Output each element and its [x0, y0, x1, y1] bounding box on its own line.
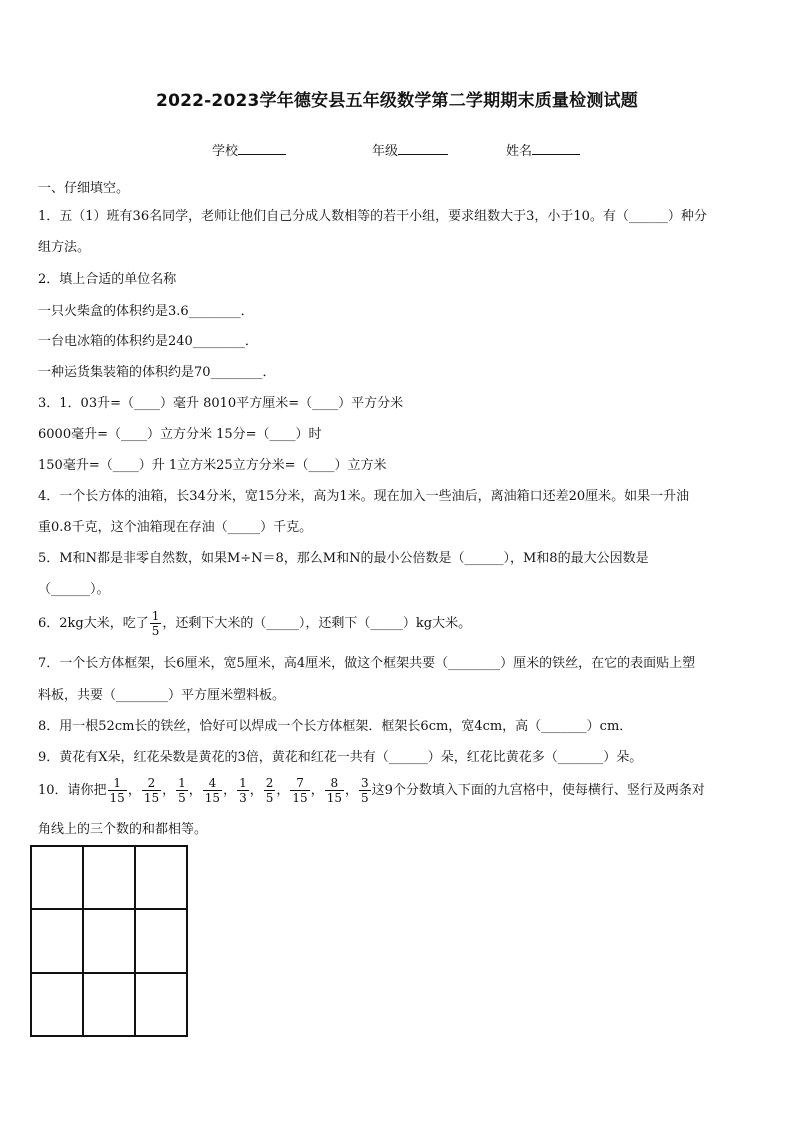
fraction-numerator: 1 — [239, 776, 247, 790]
fraction — [325, 776, 344, 805]
fraction-separator: ， — [249, 783, 263, 798]
fraction-numerator: 4 — [203, 776, 222, 791]
fraction-denominator: 5 — [265, 791, 274, 805]
fraction — [108, 776, 127, 805]
grade-label: 年级 — [372, 144, 399, 159]
name-blank[interactable] — [532, 142, 580, 155]
fraction-numerator: 7 — [290, 776, 309, 791]
question-4-line-2: 重0.8千克，这个油箱现在存油（_____）千克。 — [38, 520, 313, 535]
fraction — [176, 776, 188, 805]
fraction-numerator: 1 — [178, 776, 186, 790]
question-10-line-2: 角线上的三个数的和都相等。 — [38, 822, 208, 837]
school-blank[interactable] — [238, 142, 286, 155]
question-9: 9．黄花有X朵，红花朵数是黄花的3倍，黄花和红花一共有（______）朵，红花比黄花多（_______）朵。 — [38, 750, 643, 765]
grade-blank[interactable] — [398, 142, 448, 155]
fraction-separator: ， — [162, 783, 176, 798]
fraction — [237, 776, 249, 805]
question-5-line-2: （______）。 — [38, 582, 110, 597]
fraction — [264, 776, 276, 805]
grid-cell[interactable] — [135, 909, 187, 972]
grid-cell[interactable] — [31, 909, 83, 972]
page-title: 2022-2023学年德安县五年级数学第二学期期末质量检测试题 — [156, 91, 638, 111]
fraction-separator: ， — [344, 783, 358, 798]
fraction-numerator: 2 — [265, 776, 274, 790]
grid-cell[interactable] — [31, 846, 83, 909]
question-1-line-2: 组方法。 — [38, 240, 91, 255]
fraction-numerator: 2 — [142, 776, 161, 791]
fraction-numerator: 1 — [108, 776, 127, 791]
fraction-denominator: 15 — [292, 791, 308, 805]
question-2-item-a: 一只火柴盒的体积约是3.6________． — [38, 304, 254, 319]
grid-cell[interactable] — [83, 846, 135, 909]
fraction — [150, 609, 162, 638]
question-1-line-1: 1．五（1）班有36名同学，老师让他们自己分成人数相等的若干小组，要求组数大于3，小于10。有（______）种分 — [38, 209, 707, 224]
fraction-denominator: 15 — [326, 791, 342, 805]
question-10-line-1 — [38, 773, 705, 809]
fraction-separator: ， — [188, 783, 202, 798]
fraction-denominator: 5 — [151, 624, 160, 638]
section-heading: 一、仔细填空。 — [38, 181, 130, 196]
fraction-denominator: 3 — [239, 791, 247, 805]
question-7-line-2: 料板，共要（________）平方厘米塑料板。 — [38, 688, 286, 703]
grid-cell[interactable] — [83, 909, 135, 972]
fraction-denominator: 15 — [109, 791, 125, 805]
name-field[interactable] — [506, 140, 580, 159]
question-6-text-end: ，还剩下大米的（_____），还剩下（_____）kg大米。 — [162, 616, 472, 631]
fraction-list — [107, 776, 372, 805]
question-2-item-b: 一台电冰箱的体积约是240________． — [38, 334, 258, 349]
fraction-separator: ， — [276, 783, 290, 798]
question-5-line-1: 5．M和N都是非零自然数，如果M÷N＝8，那么M和N的最小公倍数是（______），M和8的最大公因数是 — [38, 551, 649, 566]
fraction-numerator: 8 — [325, 776, 344, 791]
question-3-line-3: 150毫升=（____）升 1立方米25立方分米=（____）立方米 — [38, 458, 387, 473]
fraction-numerator: 3 — [361, 776, 369, 790]
name-label: 姓名 — [506, 144, 533, 159]
fraction-separator: ， — [310, 783, 324, 798]
school-field[interactable] — [212, 140, 286, 159]
fraction — [142, 776, 161, 805]
question-4-line-1: 4．一个长方体的油箱，长34分米，宽15分米，高为1米。现在加入一些油后，离油箱口还差20厘米。如果一升油 — [38, 489, 690, 504]
grid-cell[interactable] — [31, 973, 83, 1036]
fraction-denominator: 15 — [204, 791, 221, 805]
fraction-denominator: 5 — [178, 791, 186, 805]
fraction-separator: ， — [223, 783, 237, 798]
grade-field[interactable] — [372, 140, 448, 159]
fraction-denominator: 5 — [361, 791, 369, 805]
question-2-item-c: 一种运货集装箱的体积约是70________． — [38, 365, 276, 380]
school-label: 学校 — [212, 144, 239, 159]
fraction — [290, 776, 309, 805]
magic-square-grid — [30, 845, 188, 1037]
question-3-line-1: 3．1．03升=（____）毫升 8010平方厘米=（____）平方分米 — [38, 396, 404, 411]
question-3-line-2: 6000毫升=（____）立方分米 15分=（____）时 — [38, 427, 322, 442]
fraction-denominator: 15 — [143, 791, 160, 805]
grid-cell[interactable] — [135, 973, 187, 1036]
question-7-line-1: 7．一个长方体框架，长6厘米，宽5厘米，高4厘米，做这个框架共要（________）厘米的铁丝，在它的表面贴上塑 — [38, 656, 696, 671]
question-10-text-start: 10．请你把 — [38, 783, 107, 798]
question-6-text-start: 6．2kg大米，吃了 — [38, 616, 149, 631]
fraction-separator: ， — [127, 783, 141, 798]
fraction-numerator: 1 — [151, 609, 160, 623]
question-6 — [38, 607, 471, 641]
grid-cell[interactable] — [135, 846, 187, 909]
grid-cell[interactable] — [83, 973, 135, 1036]
question-8: 8．用一根52cm长的铁丝，恰好可以焊成一个长方体框架．框架长6cm，宽4cm，高（_______）cm． — [38, 719, 633, 734]
question-10-text-end: 这9个分数填入下面的九宫格中，使每横行、竖行及两条对 — [371, 783, 705, 798]
fraction — [203, 776, 222, 805]
fraction — [359, 776, 371, 805]
question-2: 2．填上合适的单位名称 — [38, 272, 177, 287]
